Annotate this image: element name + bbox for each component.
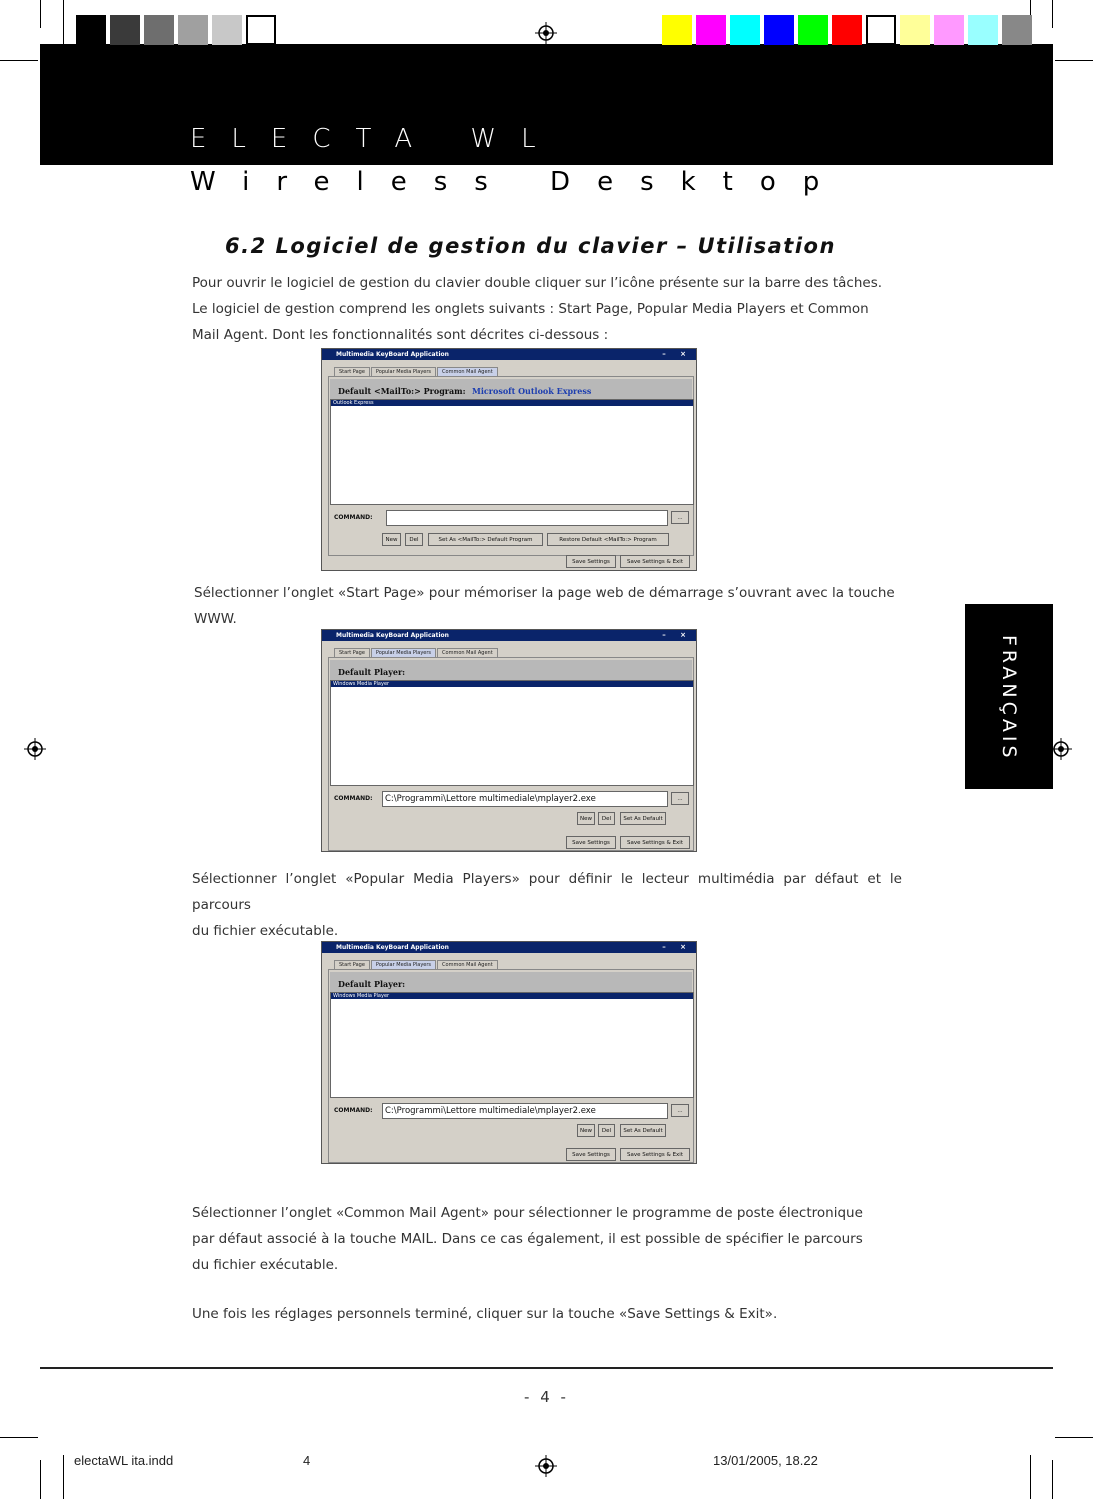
- app-window-media-2: [321, 941, 697, 1164]
- save-settings-button[interactable]: Save Settings: [566, 836, 616, 849]
- browse-button[interactable]: ...: [671, 1104, 689, 1117]
- tab-popular-media-players[interactable]: Popular Media Players: [371, 367, 436, 376]
- brand-title: ELECTA WL: [190, 124, 561, 154]
- registration-mark-icon: [535, 1455, 557, 1477]
- command-label: COMMAND:: [334, 1107, 373, 1114]
- program-list[interactable]: [330, 399, 694, 505]
- color-swatch: [662, 15, 692, 45]
- color-swatch: [212, 15, 242, 45]
- browse-button[interactable]: ...: [671, 792, 689, 805]
- command-input[interactable]: C:\Programmi\Lettore multimediale\mplayer2.exe: [382, 791, 668, 807]
- tab-bar: [334, 960, 499, 969]
- restore-default-button[interactable]: Restore Default <MailTo:> Program: [547, 533, 669, 546]
- command-label: COMMAND:: [334, 795, 373, 802]
- section-title: 6.2 Logiciel de gestion du clavier – Utilisation: [225, 234, 836, 258]
- tab-start-page[interactable]: Start Page: [334, 648, 370, 657]
- caption-line: du fichier exécutable.: [192, 923, 339, 939]
- window-title-bar: [322, 630, 696, 641]
- window-title-bar: [322, 942, 696, 953]
- tab-popular-media-players[interactable]: Popular Media Players: [371, 648, 436, 657]
- set-default-button[interactable]: Set As <MailTo:> Default Program: [428, 533, 543, 546]
- registration-mark-icon: [1050, 738, 1072, 760]
- footer-rule: [40, 1367, 1053, 1369]
- save-settings-exit-button[interactable]: Save Settings & Exit: [620, 555, 690, 568]
- default-player-label: Default Player:: [338, 667, 406, 677]
- page-number: - 4 -: [524, 1388, 569, 1406]
- window-controls[interactable]: – ×: [662, 350, 692, 358]
- default-player-label: Default Player:: [338, 979, 406, 989]
- color-swatch: [968, 15, 998, 45]
- color-calibration-bars: [662, 15, 1036, 45]
- caption-line: Sélectionner l’onglet «Popular Media Players» pour définir le lecteur multimédia par défaut et le parcours: [192, 871, 902, 913]
- list-item[interactable]: Windows Media Player: [331, 993, 693, 999]
- caption-line: Sélectionner l’onglet «Common Mail Agent» pour sélectionner le programme de poste électronique: [192, 1205, 863, 1221]
- command-label: COMMAND:: [334, 514, 373, 521]
- set-default-button[interactable]: Set As Default: [620, 812, 666, 825]
- color-swatch: [832, 15, 862, 45]
- brand-subtitle: Wireless Desktop: [190, 167, 847, 197]
- color-swatch: [900, 15, 930, 45]
- window-controls[interactable]: – ×: [662, 943, 692, 951]
- tab-start-page[interactable]: Start Page: [334, 367, 370, 376]
- caption-mail-agent: [192, 1200, 902, 1278]
- intro-line: Pour ouvrir le logiciel de gestion du clavier double cliquer sur l’icône présente sur la barre des tâches.: [192, 275, 883, 291]
- list-item[interactable]: Outlook Express: [331, 400, 693, 406]
- language-label: FRANÇAIS: [998, 635, 1020, 762]
- new-button[interactable]: New: [577, 1124, 595, 1137]
- intro-line: Mail Agent. Dont les fonctionnalités sont décrites ci-dessous :: [192, 327, 609, 343]
- window-controls[interactable]: – ×: [662, 631, 692, 639]
- default-program-value: Microsoft Outlook Express: [472, 386, 592, 396]
- caption-media-players: [192, 866, 902, 944]
- tab-common-mail-agent[interactable]: Common Mail Agent: [437, 960, 498, 969]
- save-settings-button[interactable]: Save Settings: [566, 555, 616, 568]
- tab-bar: [334, 367, 499, 376]
- command-input[interactable]: [386, 510, 668, 526]
- color-swatch: [696, 15, 726, 45]
- command-input[interactable]: C:\Programmi\Lettore multimediale\mplayer2.exe: [382, 1103, 668, 1119]
- player-list[interactable]: [330, 680, 694, 786]
- color-swatch: [76, 15, 106, 45]
- list-item[interactable]: Windows Media Player: [331, 681, 693, 687]
- tab-popular-media-players[interactable]: Popular Media Players: [371, 960, 436, 969]
- caption-line: du fichier exécutable.: [192, 1257, 339, 1273]
- set-default-button[interactable]: Set As Default: [620, 1124, 666, 1137]
- color-swatch: [1002, 15, 1032, 45]
- save-settings-exit-button[interactable]: Save Settings & Exit: [620, 836, 690, 849]
- window-title: Multimedia KeyBoard Application: [336, 632, 449, 639]
- color-swatch: [144, 15, 174, 45]
- intro-paragraph: [192, 270, 902, 348]
- caption-line: par défaut associé à la touche MAIL. Dans ce cas également, il est possible de spécifier le parcours: [192, 1231, 863, 1247]
- tab-bar: [334, 648, 499, 657]
- window-title: Multimedia KeyBoard Application: [336, 351, 449, 358]
- closing-paragraph: [192, 1301, 902, 1327]
- grey-calibration-bars: [76, 15, 280, 45]
- save-settings-button[interactable]: Save Settings: [566, 1148, 616, 1161]
- color-swatch: [110, 15, 140, 45]
- color-swatch: [798, 15, 828, 45]
- save-settings-exit-button[interactable]: Save Settings & Exit: [620, 1148, 690, 1161]
- color-swatch: [730, 15, 760, 45]
- tab-common-mail-agent[interactable]: Common Mail Agent: [437, 648, 498, 657]
- slug-page: 4: [303, 1453, 311, 1468]
- color-swatch: [246, 15, 276, 45]
- tab-common-mail-agent[interactable]: Common Mail Agent: [437, 367, 498, 376]
- new-button[interactable]: New: [577, 812, 595, 825]
- registration-mark-icon: [24, 738, 46, 760]
- window-title: Multimedia KeyBoard Application: [336, 944, 449, 951]
- color-swatch: [178, 15, 208, 45]
- caption-line: Sélectionner l’onglet «Start Page» pour mémoriser la page web de démarrage s’ouvrant avec la touche: [194, 585, 895, 601]
- del-button[interactable]: Del: [405, 533, 423, 546]
- default-program-label: Default <MailTo:> Program:: [338, 386, 466, 396]
- caption-start-page: [194, 580, 904, 632]
- browse-button[interactable]: ...: [671, 511, 689, 524]
- player-list[interactable]: [330, 992, 694, 1098]
- window-title-bar: [322, 349, 696, 360]
- caption-line: WWW.: [194, 611, 237, 627]
- registration-mark-icon: [535, 22, 557, 44]
- color-swatch: [866, 15, 896, 45]
- app-window-media: [321, 629, 697, 852]
- app-window-mail: [321, 348, 697, 571]
- intro-line: Le logiciel de gestion comprend les onglets suivants : Start Page, Popular Media Players et Common: [192, 301, 869, 317]
- color-swatch: [764, 15, 794, 45]
- del-button[interactable]: Del: [598, 812, 615, 825]
- closing-line: Une fois les réglages personnels terminé, cliquer sur la touche «Save Settings & Exit».: [192, 1306, 778, 1322]
- new-button[interactable]: New: [382, 533, 401, 546]
- slug-timestamp: 13/01/2005, 18.22: [713, 1453, 818, 1468]
- slug-filename: electaWL ita.indd: [74, 1453, 174, 1468]
- del-button[interactable]: Del: [598, 1124, 615, 1137]
- tab-start-page[interactable]: Start Page: [334, 960, 370, 969]
- color-swatch: [934, 15, 964, 45]
